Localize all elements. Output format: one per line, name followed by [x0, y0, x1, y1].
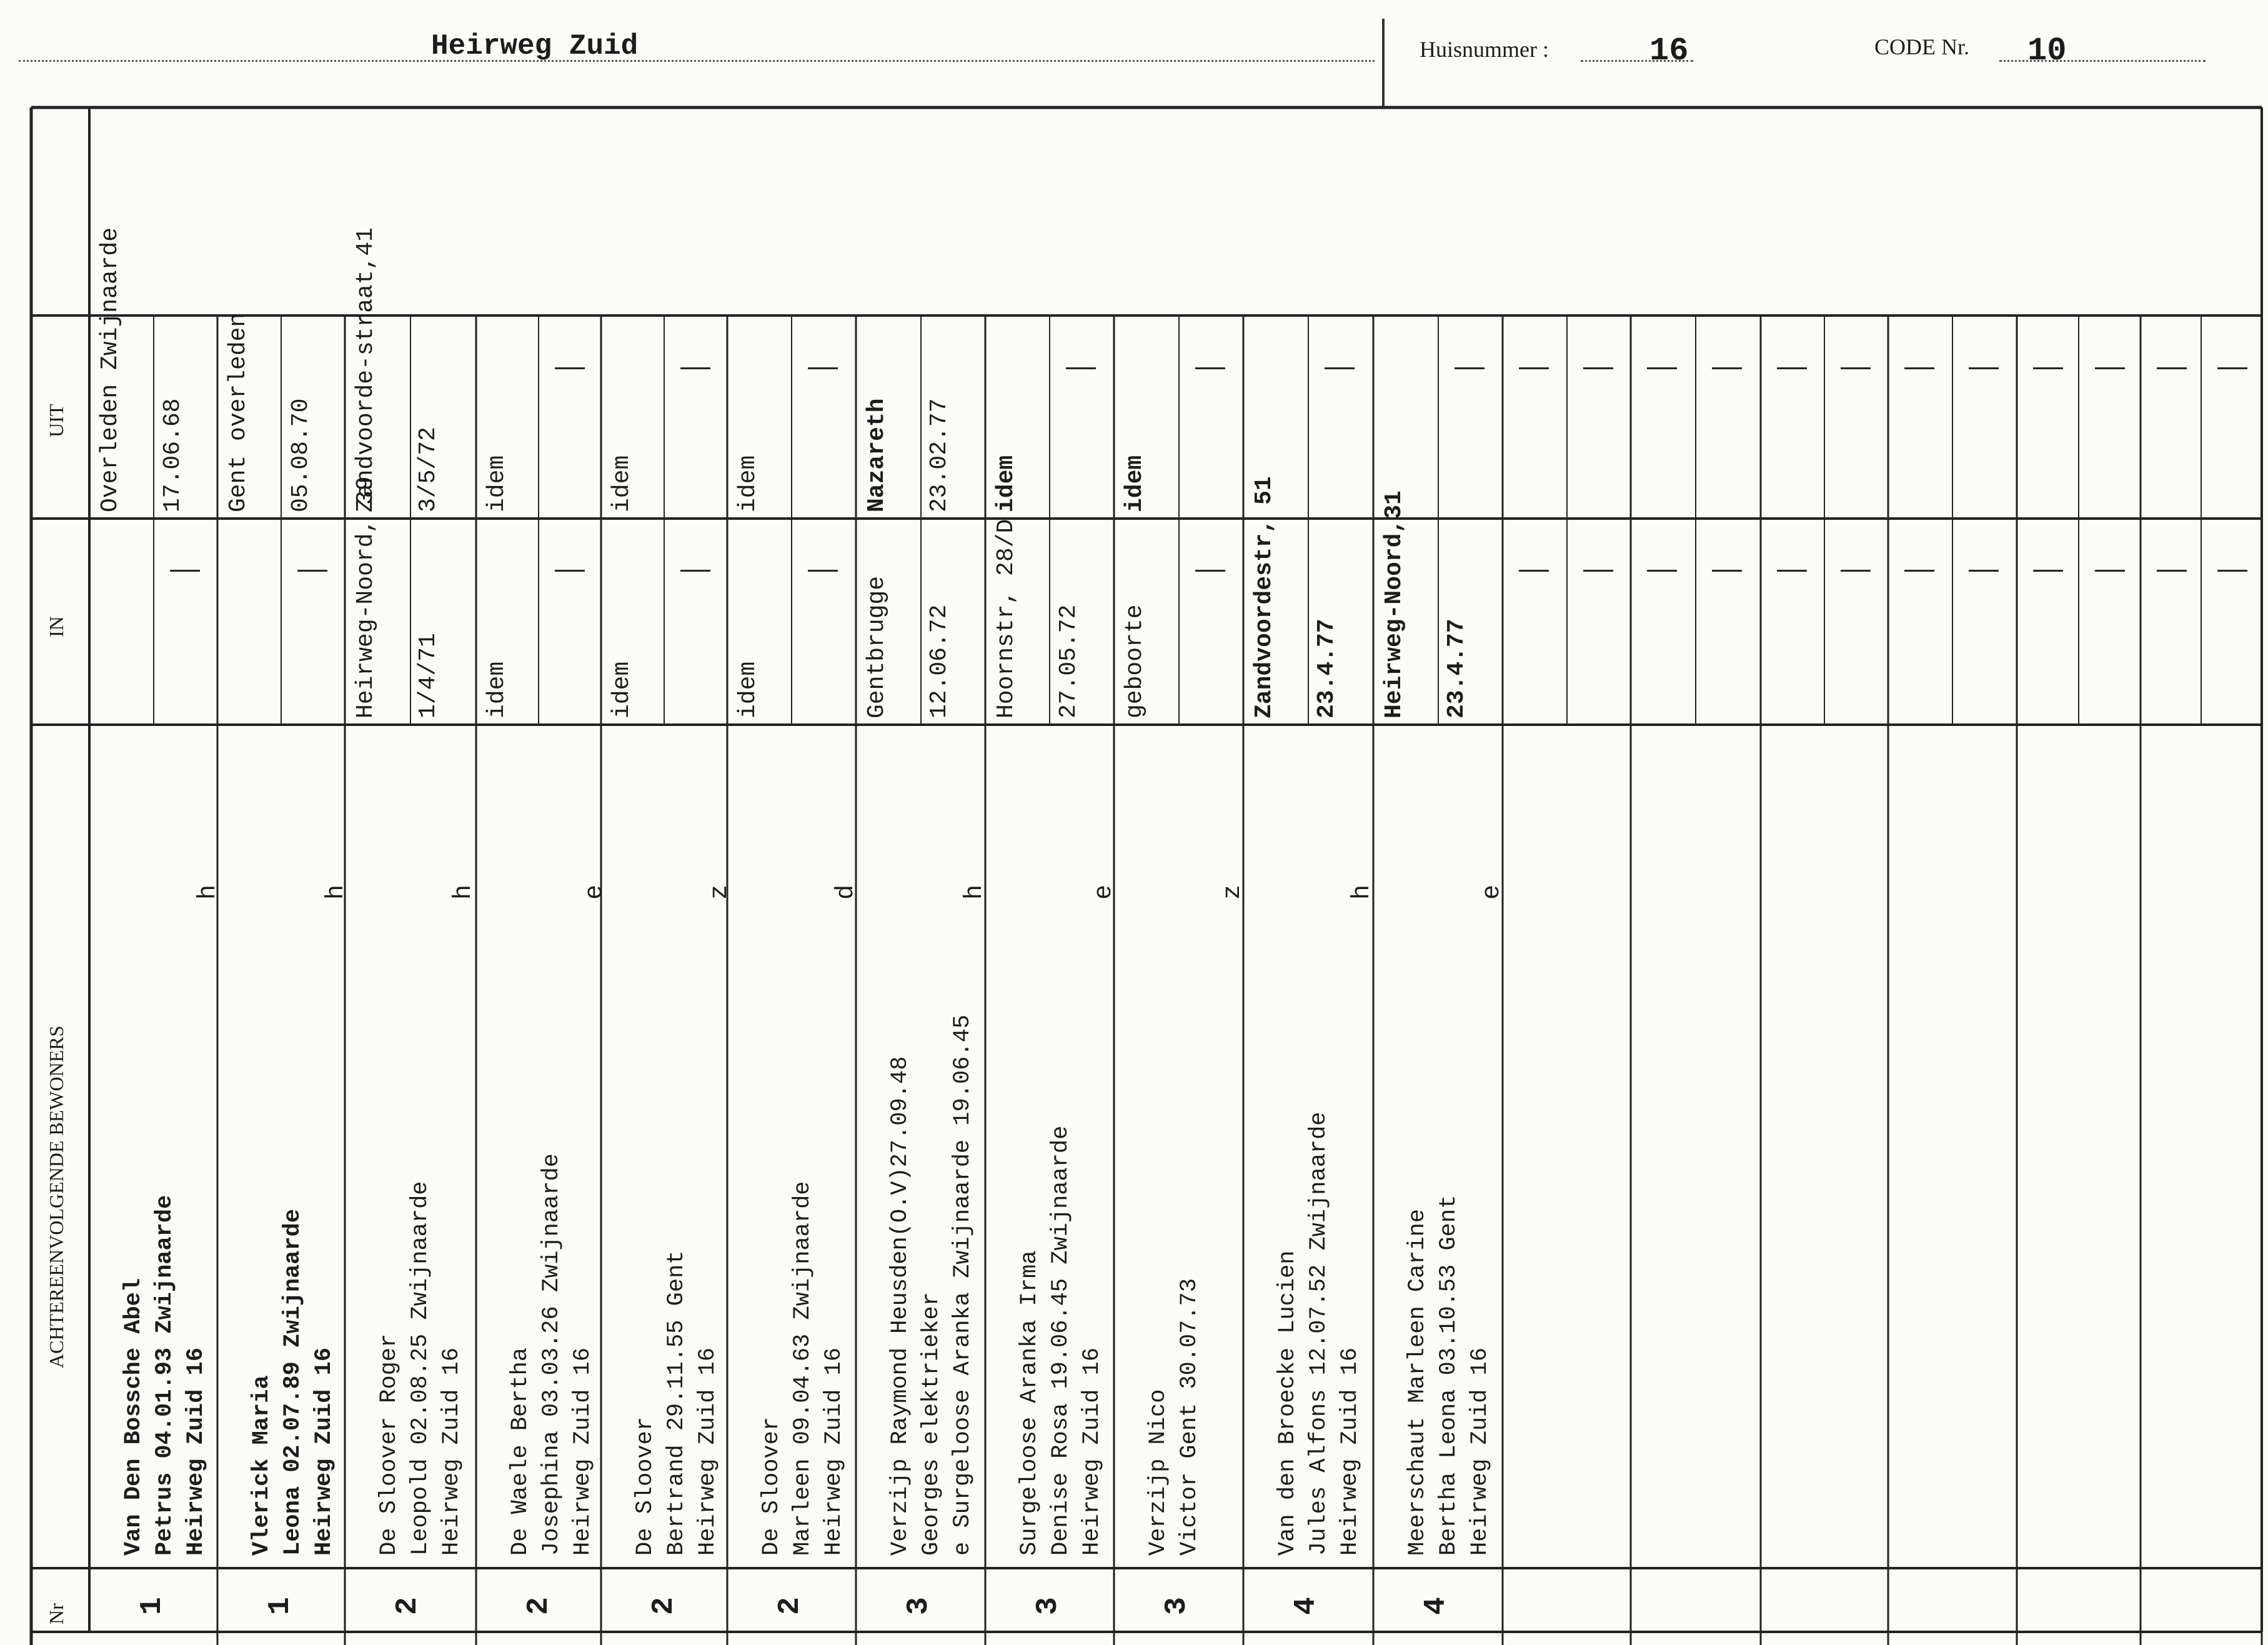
code-number-value: 10	[2027, 32, 2067, 69]
in-place: Heirweg-Noord, 39	[352, 476, 379, 718]
resident-line-2: Bertrand 29.11.55 Gent	[664, 1250, 690, 1556]
out-place: idem	[1122, 455, 1148, 512]
in-place: geboorte	[1122, 604, 1148, 718]
resident-line-3: Heirweg Zuid 16	[1079, 1347, 1105, 1556]
resident-line-1: Van Den Bossche Abel	[121, 1278, 147, 1556]
empty-cell-dash	[1777, 570, 1807, 572]
resident-line-3: Heirweg Zuid 16	[821, 1347, 847, 1556]
empty-cell-dash	[1712, 570, 1742, 572]
column-label-out: UIT	[45, 404, 67, 437]
empty-cell-dash	[2157, 570, 2187, 572]
resident-line-2: Petrus 04.01.93 Zwijnaarde	[152, 1195, 178, 1556]
house-number-label: Huisnummer :	[1420, 37, 1549, 62]
resident-line-3: Heirweg Zuid 16	[183, 1347, 209, 1556]
empty-cell-dash	[1455, 367, 1485, 369]
in-date: 23.4.77	[1443, 619, 1470, 718]
in-place: Gentbrugge	[863, 575, 890, 718]
in-place: idem	[609, 661, 635, 718]
resident-line-1: De Sloover Roger	[376, 1333, 402, 1556]
empty-cell-dash	[1195, 367, 1225, 369]
empty-cell-dash	[2217, 367, 2247, 369]
empty-cell-dash	[1904, 570, 1934, 572]
house-number-value: 16	[1649, 32, 1689, 69]
out-place: Zandvoorde-straat,41	[352, 227, 379, 512]
resident-line-1: Vlerick Maria	[249, 1375, 275, 1556]
resident-line-3: Heirweg Zuid 16	[570, 1347, 596, 1556]
resident-line-1: Verzijp Raymond Heusden(O.V)27.09.48	[887, 1056, 913, 1556]
resident-code: h	[1348, 884, 1376, 900]
resident-code: e	[1090, 884, 1118, 900]
resident-code: e	[581, 884, 609, 900]
empty-cell-dash	[680, 570, 710, 572]
empty-cell-dash	[1647, 570, 1677, 572]
resident-code: z	[706, 884, 734, 900]
resident-code: h	[322, 884, 351, 900]
out-place: idem	[609, 455, 635, 512]
empty-cell-dash	[1325, 367, 1355, 369]
in-place: Hoornstr, 28/D	[993, 519, 1020, 718]
in-place: idem	[484, 661, 510, 718]
empty-cell-dash	[555, 367, 585, 369]
in-place: Zandvoordestr, 51	[1251, 476, 1278, 718]
resident-line-1: De Sloover	[758, 1416, 785, 1556]
resident-line-3: Heirweg Zuid 16	[1337, 1347, 1363, 1556]
resident-line-2: Victor Gent 30.07.73	[1176, 1278, 1203, 1556]
resident-line-1: Surgeloose Aranka Irma	[1017, 1250, 1043, 1556]
empty-cell-dash	[170, 570, 200, 572]
empty-cell-dash	[1969, 367, 1999, 369]
empty-cell-dash	[808, 367, 838, 369]
row-nr: 2	[647, 1597, 681, 1615]
resident-line-2: Marleen 09.04.63 Zwijnaarde	[790, 1181, 816, 1556]
out-date: 3/5/72	[415, 427, 442, 512]
resident-code: h	[961, 884, 989, 900]
resident-line-3: Heirweg Zuid 16	[1467, 1347, 1493, 1556]
resident-line-2: Denise Rosa 19.06.45 Zwijnaarde	[1048, 1125, 1074, 1556]
empty-cell-dash	[2217, 570, 2247, 572]
row-nr: 2	[773, 1597, 807, 1615]
resident-line-3: Heirweg Zuid 16	[439, 1347, 465, 1556]
empty-cell-dash	[2095, 367, 2125, 369]
resident-line-2: Leopold 02.08.25 Zwijnaarde	[407, 1181, 434, 1556]
resident-line-1: Meerschaut Marleen Carine	[1405, 1208, 1431, 1556]
empty-cell-dash	[555, 570, 585, 572]
resident-line-1: De Sloover	[632, 1416, 659, 1556]
row-nr: 4	[1420, 1597, 1453, 1615]
column-label-nr: Nr	[45, 1603, 67, 1624]
code-number-label: CODE Nr.	[1874, 34, 1969, 59]
empty-cell-dash	[1583, 367, 1613, 369]
out-date: 05.08.70	[287, 398, 314, 512]
empty-cell-dash	[1583, 570, 1613, 572]
resident-line-3: Heirweg Zuid 16	[311, 1347, 337, 1556]
resident-code: h	[450, 884, 478, 900]
out-place: Gent overleden	[225, 312, 252, 512]
row-nr: 1	[136, 1597, 169, 1615]
out-place: Overleden Zwijnaarde	[97, 227, 124, 512]
out-place: Nazareth	[863, 398, 890, 512]
in-date: 27.05.72	[1055, 604, 1082, 718]
column-label-in: IN	[45, 616, 67, 637]
empty-cell-dash	[1777, 367, 1807, 369]
empty-cell-dash	[1519, 367, 1549, 369]
empty-cell-dash	[2157, 367, 2187, 369]
empty-cell-dash	[1519, 570, 1549, 572]
in-date: 12.06.72	[926, 604, 953, 718]
resident-code: e	[1478, 884, 1506, 900]
row-nr: 4	[1290, 1597, 1323, 1615]
row-nr: 2	[391, 1597, 425, 1615]
empty-cell-dash	[1841, 367, 1871, 369]
out-date: 23.02.77	[926, 398, 953, 512]
row-nr: 3	[1032, 1597, 1065, 1615]
empty-cell-dash	[2033, 570, 2063, 572]
resident-line-1: De Waele Bertha	[507, 1347, 534, 1556]
resident-code: z	[1219, 884, 1247, 900]
empty-cell-dash	[297, 570, 327, 572]
resident-code: d	[832, 884, 860, 900]
empty-cell-dash	[2033, 367, 2063, 369]
empty-cell-dash	[2095, 570, 2125, 572]
out-place: idem	[484, 455, 510, 512]
row-nr: 3	[902, 1597, 936, 1615]
resident-line-2: Leona 02.07.89 Zwijnaarde	[280, 1208, 306, 1556]
resident-code: h	[194, 884, 222, 900]
in-place: idem	[735, 661, 762, 718]
out-place: idem	[993, 455, 1020, 512]
resident-line-2: Josephina 03.03.26 Zwijnaarde	[539, 1153, 565, 1556]
in-date: 1/4/71	[415, 633, 442, 718]
resident-line-2: Bertha Leona 03.10.53 Gent	[1436, 1195, 1462, 1556]
empty-cell-dash	[808, 570, 838, 572]
row-nr: 1	[264, 1597, 297, 1615]
empty-cell-dash	[1195, 570, 1225, 572]
resident-line-2: Georges elektrieker	[918, 1292, 945, 1556]
empty-cell-dash	[1712, 367, 1742, 369]
resident-line-1: Verzijp Nico	[1145, 1389, 1171, 1556]
resident-line-3: e Surgeloose Aranka Zwijnaarde 19.06.45	[950, 1015, 976, 1556]
in-place: Heirweg-Noord,31	[1381, 490, 1408, 718]
row-nr: 3	[1160, 1597, 1194, 1615]
street-name: Heirweg Zuid	[431, 30, 639, 62]
empty-cell-dash	[1647, 367, 1677, 369]
empty-cell-dash	[680, 367, 710, 369]
out-place: idem	[735, 455, 762, 512]
row-nr: 2	[522, 1597, 556, 1615]
column-label-residents: ACHTEREENVOLGENDE BEWONERS	[45, 1025, 67, 1368]
resident-line-3: Heirweg Zuid 16	[695, 1347, 721, 1556]
out-date: 17.06.68	[159, 398, 186, 512]
empty-cell-dash	[1066, 367, 1096, 369]
resident-line-2: Jules Alfons 12.07.52 Zwijnaarde	[1306, 1111, 1332, 1556]
empty-cell-dash	[1969, 570, 1999, 572]
in-date: 23.4.77	[1313, 619, 1340, 718]
resident-line-1: Van den Broecke Lucien	[1275, 1250, 1301, 1556]
empty-cell-dash	[1841, 570, 1871, 572]
empty-cell-dash	[1904, 367, 1934, 369]
